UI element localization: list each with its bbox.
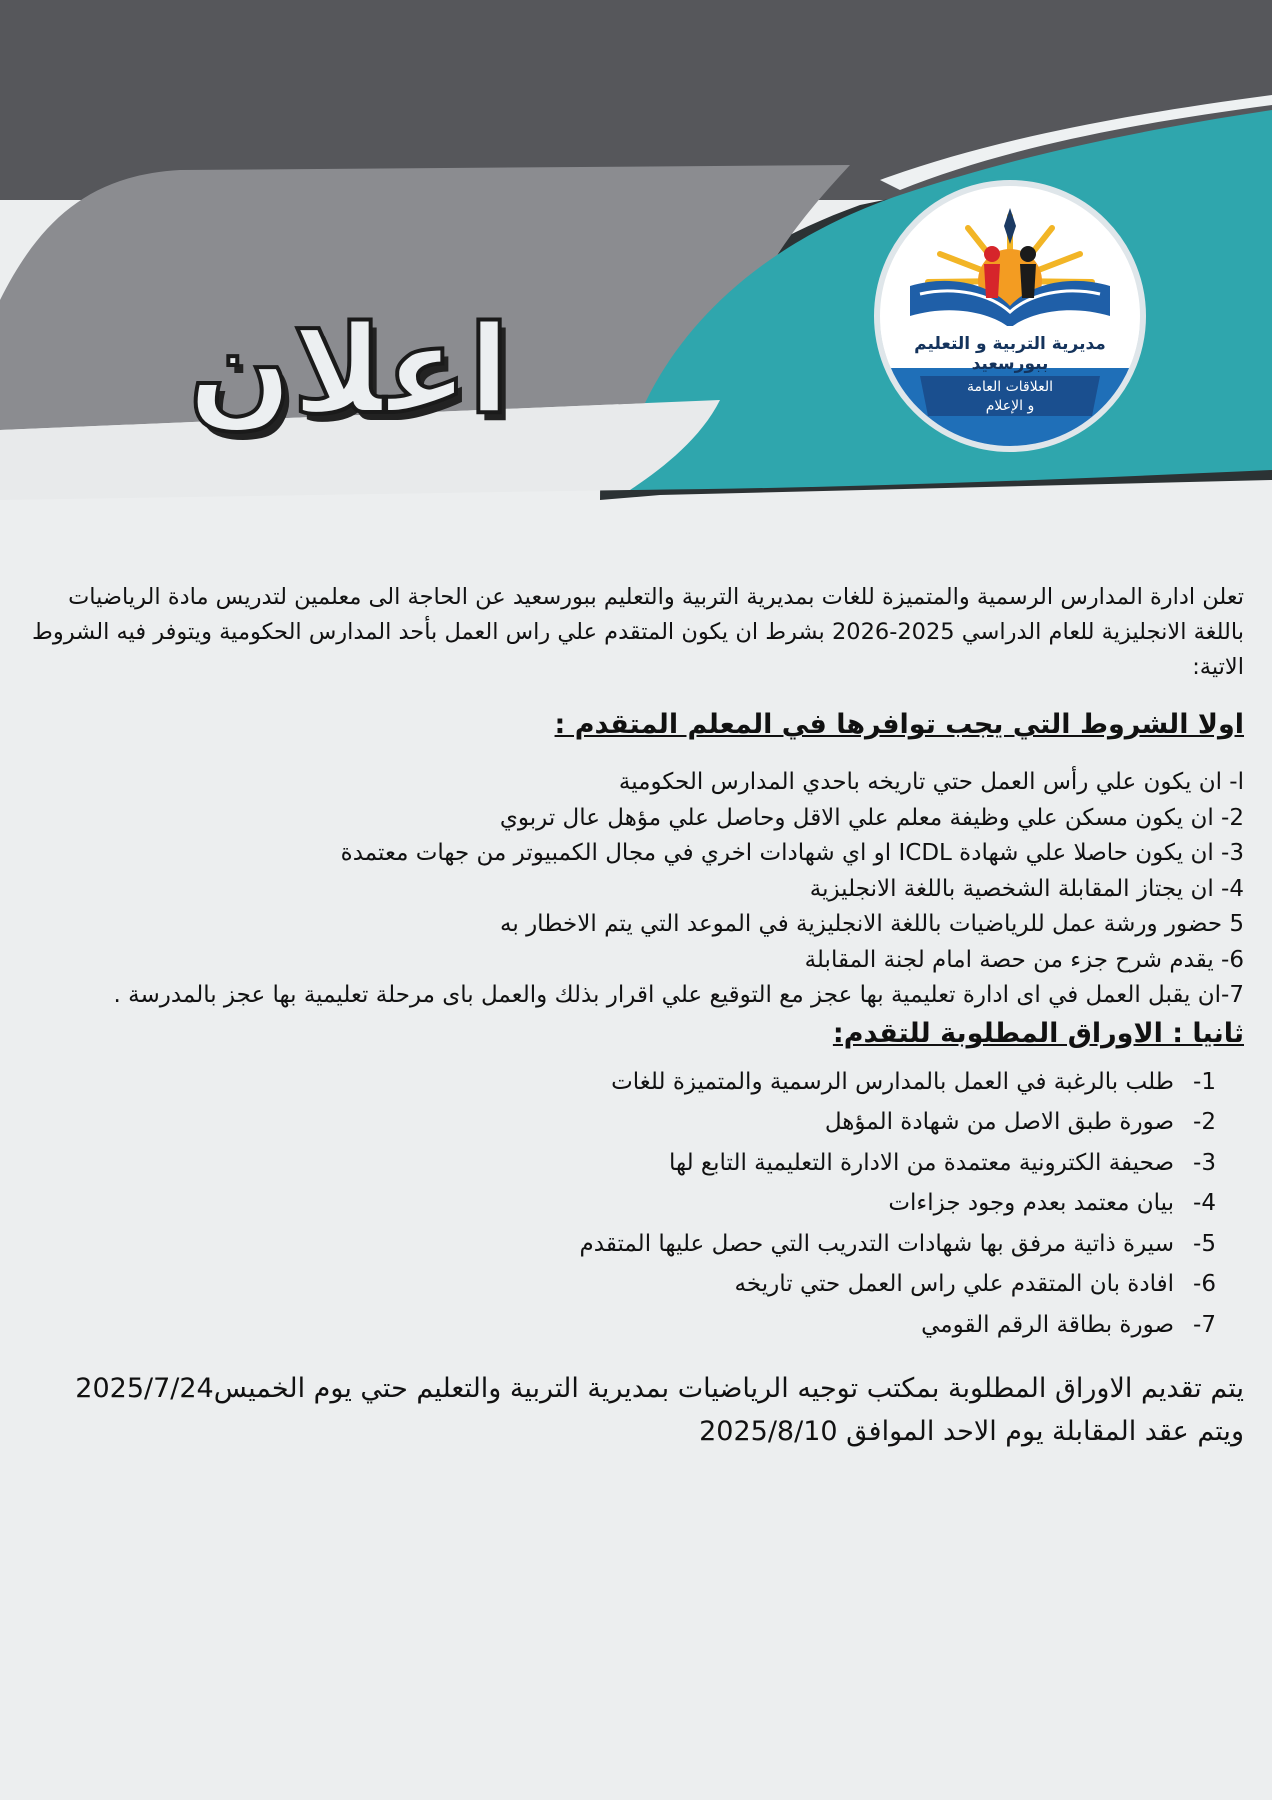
document-text: صورة طبق الاصل من شهادة المؤهل	[824, 1109, 1174, 1135]
intro-line: تعلن ادارة المدارس الرسمية والمتميزة للغات بمديرية التربية والتعليم ببورسعيد عن الحاجة الى معلمين لتدريس مادة الرياضيات	[68, 584, 1244, 610]
submission-deadline: يتم تقديم الاوراق المطلوبة بمكتب توجيه الرياضيات بمديرية التربية والتعليم حتي يوم الخميس2025/7/24	[75, 1373, 1244, 1404]
announcement-body	[20, 580, 1244, 1453]
interview-date: ويتم عقد المقابلة يوم الاحد الموافق 2025/8/10	[699, 1416, 1244, 1447]
conditions-list	[20, 765, 1244, 1014]
document-number: 3-	[1193, 1149, 1216, 1176]
intro-line: الاتية:	[1192, 654, 1244, 680]
document-text: بيان معتمد بعدم وجود جزاءات	[888, 1190, 1174, 1216]
condition-item: ا- ان يكون علي رأس العمل حتي تاريخه باحدي المدارس الحكومية	[618, 769, 1244, 795]
document-item	[20, 1102, 1216, 1143]
document-item	[20, 1183, 1216, 1224]
documents-heading: ثانيا : الاوراق المطلوبة للتقدم:	[832, 1017, 1244, 1049]
document-item	[20, 1305, 1216, 1346]
document-number: 1-	[1193, 1068, 1216, 1095]
condition-item: 6- يقدم شرح جزء من حصة امام لجنة المقابلة	[804, 946, 1244, 973]
document-text: افادة بان المتقدم علي راس العمل حتي تاريخه	[734, 1271, 1174, 1297]
condition-item: 5 حضور ورشة عمل للرياضيات باللغة الانجليزية في الموعد التي يتم الاخطار به	[500, 911, 1244, 937]
document-number: 5-	[1193, 1230, 1216, 1257]
document-text: صحيفة الكترونية معتمدة من الادارة التعليمية التابع لها	[668, 1149, 1174, 1176]
logo-dept-line2: و الإعلام	[985, 398, 1035, 414]
document-item	[20, 1264, 1216, 1305]
document-item	[20, 1224, 1216, 1265]
documents-list	[20, 1062, 1244, 1346]
pen-nib-icon	[1004, 208, 1016, 244]
logo-dept-text	[935, 378, 1085, 416]
document-number: 7-	[1193, 1311, 1216, 1338]
document-text: صورة بطاقة الرقم القومي	[921, 1311, 1174, 1338]
document-item	[20, 1062, 1216, 1103]
condition-item: 4- ان يجتاز المقابلة الشخصية باللغة الانجليزية	[809, 875, 1244, 902]
intro-line: باللغة الانجليزية للعام الدراسي 2025-2026 بشرط ان يكون المتقدم علي راس العمل بأحد المدارس الحكومية ويتوفر فيه الشروط	[32, 619, 1244, 645]
logo-dept-line1: العلاقات العامة	[966, 379, 1054, 395]
logo-name-text: مديرية التربية و التعليم ببورسعيد	[914, 334, 1106, 374]
condition-item: 7-ان يقبل العمل في اى ادارة تعليمية بها عجز مع التوقيع علي اقرار بذلك والعمل باى مرحلة تعليمية بها عجز بالمدرسة .	[113, 982, 1244, 1008]
closing-paragraph	[20, 1367, 1244, 1453]
document-number: 4-	[1193, 1190, 1216, 1216]
condition-item: 3- ان يكون حاصلا علي شهادة ICDL او اي شهادات اخري في مجال الكمبيوتر من جهات معتمدة	[340, 840, 1244, 866]
document-item	[20, 1143, 1216, 1184]
document-text: طلب بالرغبة في العمل بالمدارس الرسمية والمتميزة للغات	[611, 1068, 1174, 1095]
document-text: سيرة ذاتية مرفق بها شهادات التدريب التي حصل عليها المتقدم	[579, 1230, 1174, 1257]
directorate-logo	[874, 180, 1146, 452]
conditions-heading: اولا الشروط التي يجب توافرها في المعلم المتقدم :	[554, 709, 1244, 740]
document-number: 6-	[1193, 1271, 1216, 1297]
intro-paragraph	[20, 580, 1244, 685]
announcement-title: اعلان	[188, 299, 510, 441]
document-number: 2-	[1193, 1109, 1216, 1135]
condition-item: 2- ان يكون مسكن علي وظيفة معلم علي الاقل وحاصل علي مؤهل عال تربوي	[499, 804, 1244, 831]
